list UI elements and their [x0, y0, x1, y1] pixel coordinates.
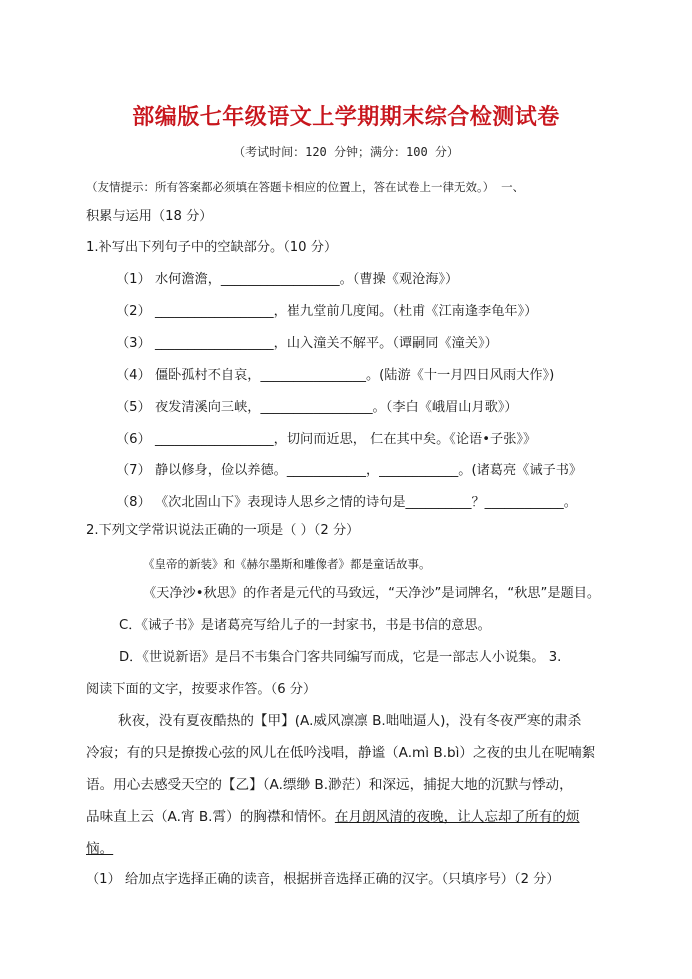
passage-line-1: 秋夜，没有夏夜酷热的【甲】(A.威风凛凛 B.咄咄逼人)，没有冬夜严寒的肃杀	[118, 713, 582, 729]
q1-item-2: （2） __________________，崔九堂前几度闻。（杜甫《江南逢李龟年》）	[116, 304, 538, 319]
underlined-sentence-end: 恼。	[86, 841, 114, 857]
passage-line-3: 语。用心去感受天空的【乙】（A.缥缈 B.渺茫）和深远，捕捉大地的沉默与悸动，	[86, 777, 573, 793]
exam-subtitle: （考试时间：120 分钟；满分：100 分）	[233, 145, 459, 159]
notice-line: （友情提示：所有答案都必须填在答题卡相应的位置上，答在试卷上一律无效。） 一、	[86, 180, 525, 194]
passage-line-4	[86, 807, 580, 827]
q1-item-6: （6） __________________，切问而近思， 仁在其中矣。《论语•子张》》	[116, 432, 537, 447]
q1-item-3: （3） __________________，山入潼关不解平。（谭嗣同《潼关》）	[116, 336, 498, 351]
question-1-stem: 1.补写出下列句子中的空缺部分。（10 分）	[86, 240, 338, 255]
q1-item-1: （1） 水何澹澹，__________________。（曹操《观沧海》）	[116, 272, 459, 287]
question-3-stem: 阅读下面的文字，按要求作答。（6 分）	[86, 682, 317, 697]
q2-option-c: C．《诫子书》是诸葛亮写给儿子的一封家书，书是书信的意思。	[119, 618, 491, 633]
underlined-sentence: 在月朗风清的夜晚，让人忘却了所有的烦	[334, 809, 580, 825]
q2-option-a: 《皇帝的新装》和《赫尔墨斯和雕像者》都是童话故事。	[143, 557, 431, 571]
section-heading: 积累与运用（18 分）	[86, 209, 213, 224]
q2-option-d: D．《世说新语》是吕不韦集合门客共同编写而成，它是一部志人小说集。 3.	[119, 650, 562, 665]
passage-line-2: 冷寂；有的只是撩拨心弦的风儿在低吟浅唱，静谧（A.mì B.bì）之夜的虫儿在呢喃絮	[86, 745, 596, 761]
q1-item-5: （5） 夜发清溪向三峡，_________________。（李白《峨眉山月歌》）	[116, 400, 518, 415]
question-2-stem: 2.下列文学常识说法正确的一项是（ ）（2 分）	[86, 523, 360, 538]
q1-item-8: （8） 《次北固山下》表现诗人思乡之情的诗句是__________？____________。	[116, 495, 577, 510]
q2-option-b: 《天净沙•秋思》的作者是元代的马致远，“天净沙”是词牌名，“秋思”是题目。	[143, 586, 601, 601]
q1-item-4: （4） 僵卧孤村不自哀，________________。(陆游《十一月四日风雨大作》)	[116, 368, 555, 383]
q1-item-7: （7） 静以修身，俭以养德。____________，____________。(诸葛亮《诫子书》	[116, 463, 583, 478]
exam-title: 部编版七年级语文上学期期末综合检测试卷	[132, 104, 560, 130]
passage-line-4-text: 品味直上云（A.宵 B.霄）的胸襟和情怀。	[86, 809, 335, 825]
q3-subquestion-1: （1） 给加点字选择正确的读音，根据拼音选择正确的汉字。（只填序号）（2 分）	[86, 872, 560, 887]
